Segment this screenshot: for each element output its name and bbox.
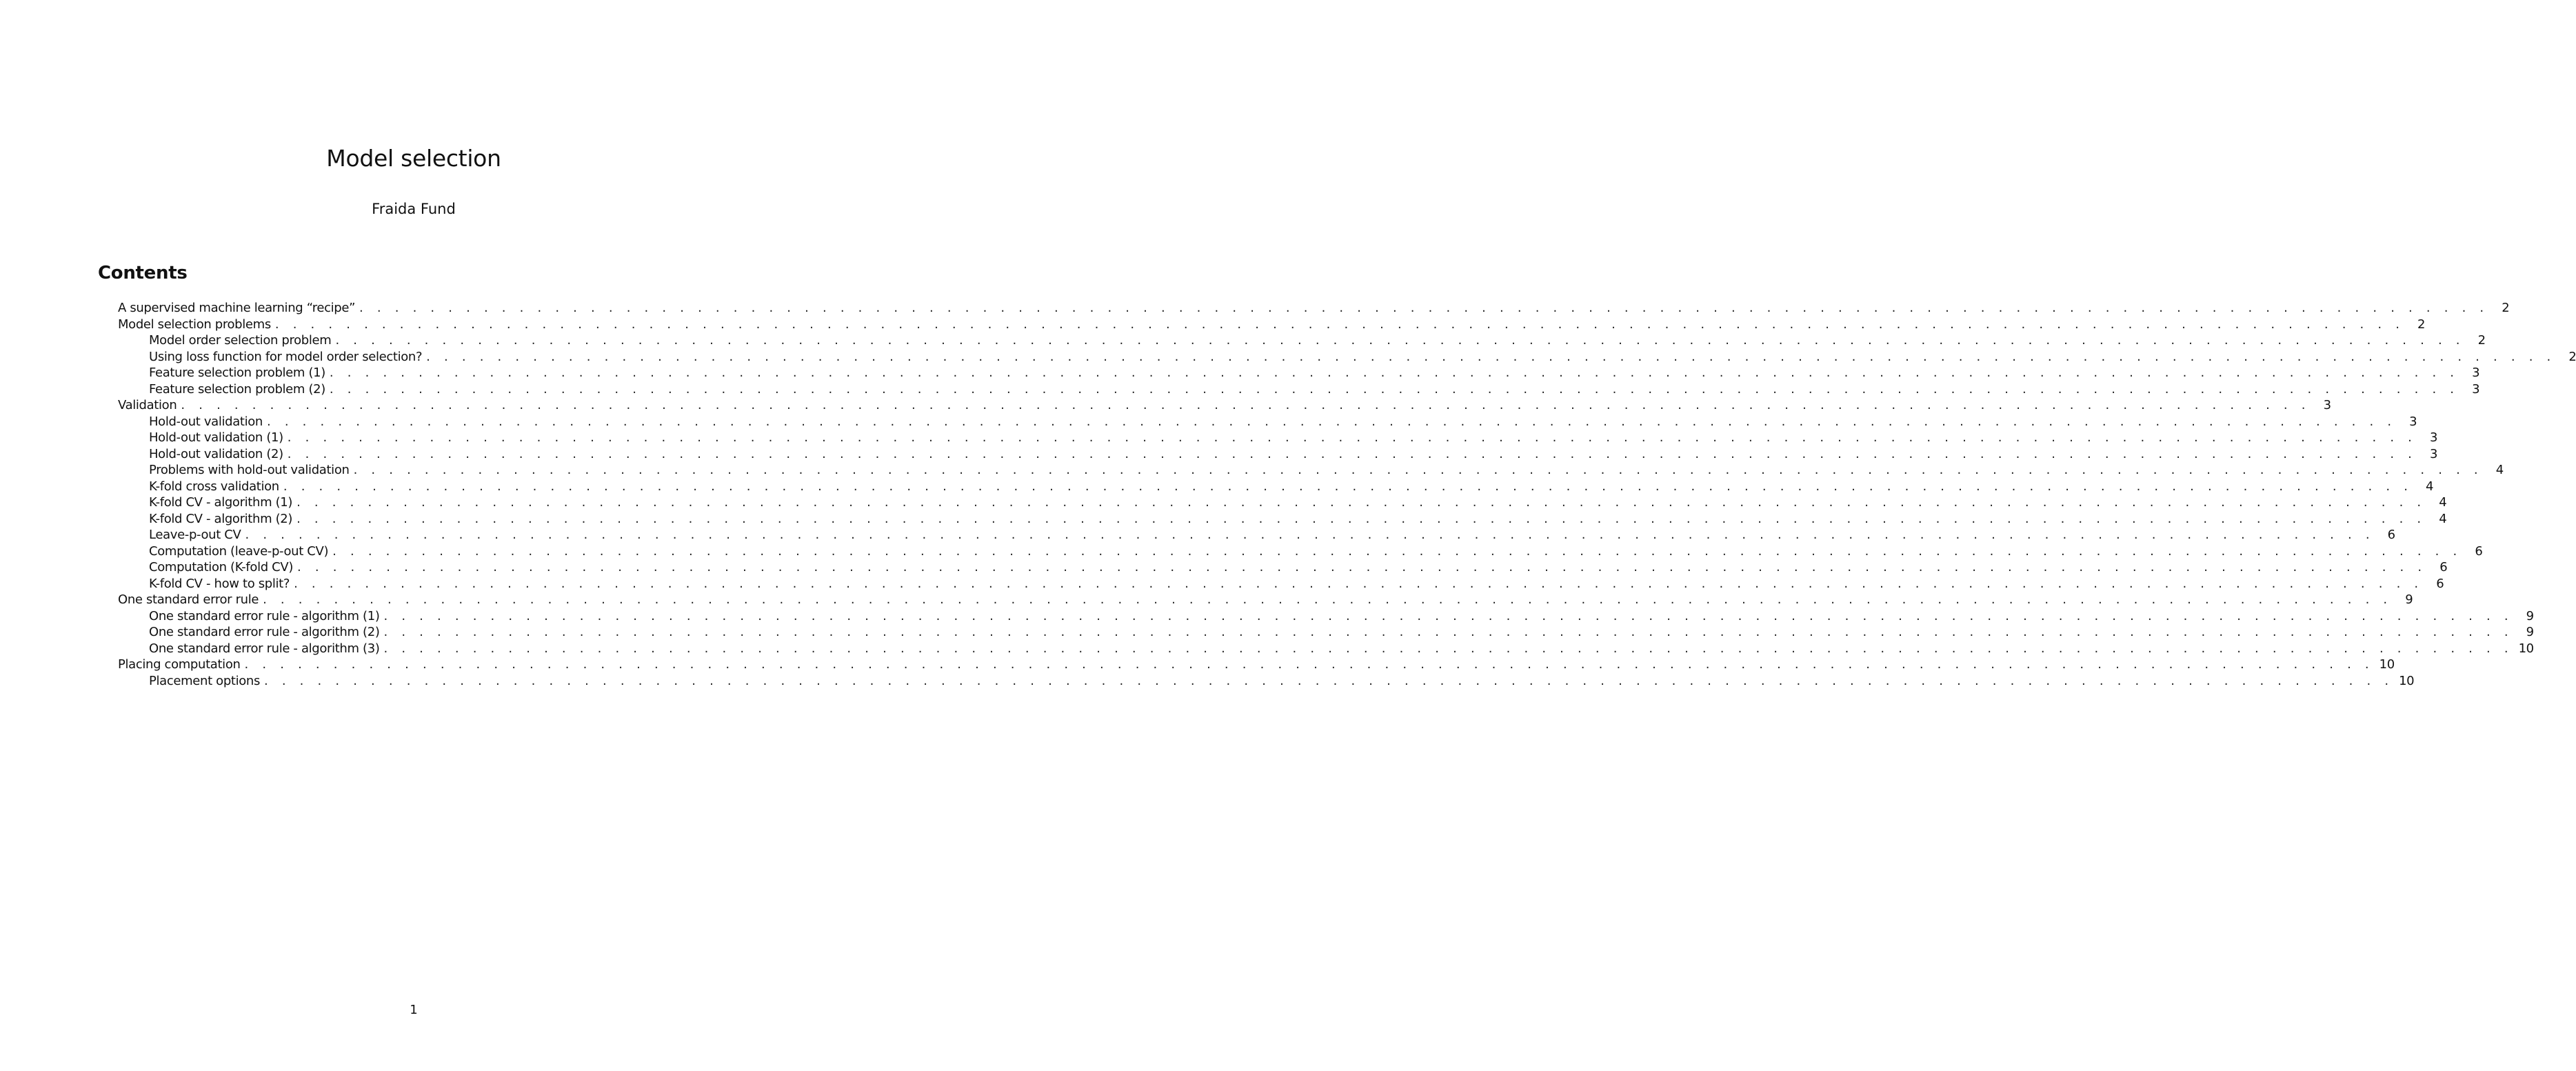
- toc-entry[interactable]: [118, 300, 2510, 317]
- toc-entry-label[interactable]: Placement options: [149, 673, 260, 688]
- toc-entry-page: 3: [2472, 381, 2480, 397]
- toc-entry-label[interactable]: One standard error rule - algorithm (2): [149, 625, 380, 639]
- table-of-contents: [118, 300, 2576, 689]
- toc-entry-label[interactable]: Hold-out validation (2): [149, 446, 283, 461]
- toc-entry-page: 3: [2323, 398, 2331, 412]
- toc-entry-page: 6: [2439, 560, 2448, 574]
- toc-entry-page: 6: [2436, 576, 2444, 591]
- toc-entry-page: 6: [2387, 528, 2395, 542]
- toc-dot-leader: . . . . . . . . . . . . . . . . . . . . . . . . . . . . . . . . . . . . . . . . . . . . . . . . . . . . . . . . . . . . . . . . . . . . . . . . . . . . . . . . . . . . . . . . . . . . . . . . . . . . . . . . . . . . . . . . . . . . . . . .: [263, 592, 2393, 607]
- toc-dot-leader: . . . . . . . . . . . . . . . . . . . . . . . . . . . . . . . . . . . . . . . . . . . . . . . . . . . . . . . . . . . . . . . . . . . . . . . . . . . . . . . . . . . . . . . . . . . . . . . . . . . . . . . . . . . . . . . . . . . . . . . .: [383, 625, 2513, 639]
- toc-dot-leader: . . . . . . . . . . . . . . . . . . . . . . . . . . . . . . . . . . . . . . . . . . . . . . . . . . . . . . . . . . . . . . . . . . . . . . . . . . . . . . . . . . . . . . . . . . . . . . . . . . . . . . . . . . . . . . . . . . . . . . . .: [274, 317, 2405, 332]
- toc-entry[interactable]: [118, 494, 2447, 511]
- toc-entry-page: 2: [2477, 333, 2486, 348]
- toc-entry-label[interactable]: K-fold CV - algorithm (1): [149, 495, 293, 510]
- toc-entry[interactable]: [118, 414, 2417, 430]
- toc-entry[interactable]: [118, 381, 2480, 398]
- toc-dot-leader: . . . . . . . . . . . . . . . . . . . . . . . . . . . . . . . . . . . . . . . . . . . . . . . . . . . . . . . . . . . . . . . . . . . . . . . . . . . . . . . . . . . . . . . . . . . . . . . . . . . . . . . . . . . . . . . . . . . . . . . .: [287, 446, 2417, 461]
- toc-entry-label[interactable]: K-fold CV - algorithm (2): [149, 511, 293, 526]
- toc-dot-leader: . . . . . . . . . . . . . . . . . . . . . . . . . . . . . . . . . . . . . . . . . . . . . . . . . . . . . . . . . . . . . . . . . . . . . . . . . . . . . . . . . . . . . . . . . . . . . . . . . . . . . . . . . . . . . . . . . . . . . . . .: [266, 414, 2397, 429]
- toc-entry-page: 9: [2526, 608, 2534, 623]
- toc-entry-page: 2: [2417, 317, 2426, 332]
- toc-entry-page: 6: [2475, 543, 2483, 559]
- toc-entry-label[interactable]: One standard error rule - algorithm (1): [149, 608, 380, 623]
- toc-entry[interactable]: [118, 479, 2434, 495]
- toc-entry-label[interactable]: Problems with hold-out validation: [149, 463, 350, 477]
- toc-entry[interactable]: [118, 543, 2483, 560]
- toc-entry-page: 4: [2439, 495, 2447, 510]
- toc-dot-leader: . . . . . . . . . . . . . . . . . . . . . . . . . . . . . . . . . . . . . . . . . . . . . . . . . . . . . . . . . . . . . . . . . . . . . . . . . . . . . . . . . . . . . . . . . . . . . . . . . . . . . . . . . . . . . . . . . . . . . . . .: [383, 608, 2513, 623]
- toc-entry[interactable]: [118, 365, 2480, 381]
- toc-dot-leader: . . . . . . . . . . . . . . . . . . . . . . . . . . . . . . . . . . . . . . . . . . . . . . . . . . . . . . . . . . . . . . . . . . . . . . . . . . . . . . . . . . . . . . . . . . . . . . . . . . . . . . . . . . . . . . . . . . . . . . . .: [287, 430, 2417, 445]
- toc-entry[interactable]: [118, 430, 2438, 446]
- toc-entry[interactable]: [118, 608, 2534, 625]
- toc-dot-leader: . . . . . . . . . . . . . . . . . . . . . . . . . . . . . . . . . . . . . . . . . . . . . . . . . . . . . . . . . . . . . . . . . . . . . . . . . . . . . . . . . . . . . . . . . . . . . . . . . . . . . . . . . . . . . . . . . . . . . . . .: [329, 366, 2459, 380]
- toc-entry-page: 3: [2409, 414, 2417, 429]
- toc-dot-leader: . . . . . . . . . . . . . . . . . . . . . . . . . . . . . . . . . . . . . . . . . . . . . . . . . . . . . . . . . . . . . . . . . . . . . . . . . . . . . . . . . . . . . . . . . . . . . . . . . . . . . . . . . . . . . . . . . . . . . . . .: [383, 641, 2513, 656]
- toc-dot-leader: . . . . . . . . . . . . . . . . . . . . . . . . . . . . . . . . . . . . . . . . . . . . . . . . . . . . . . . . . . . . . . . . . . . . . . . . . . . . . . . . . . . . . . . . . . . . . . . . . . . . . . . . . . . . . . . . . . . . . . . .: [332, 543, 2462, 559]
- toc-dot-leader: . . . . . . . . . . . . . . . . . . . . . . . . . . . . . . . . . . . . . . . . . . . . . . . . . . . . . . . . . . . . . . . . . . . . . . . . . . . . . . . . . . . . . . . . . . . . . . . . . . . . . . . . . . . . . . . . . . . . . . . .: [244, 657, 2374, 672]
- toc-entry-label[interactable]: Model selection problems: [118, 317, 271, 332]
- toc-entry-label[interactable]: One standard error rule - algorithm (3): [149, 641, 380, 656]
- toc-dot-leader: . . . . . . . . . . . . . . . . . . . . . . . . . . . . . . . . . . . . . . . . . . . . . . . . . . . . . . . . . . . . . . . . . . . . . . . . . . . . . . . . . . . . . . . . . . . . . . . . . . . . . . . . . . . . . . . . . . . . . . . .: [359, 301, 2489, 315]
- toc-entry[interactable]: [118, 462, 2504, 479]
- toc-entry[interactable]: [118, 673, 2415, 690]
- toc-entry-label[interactable]: Placing computation: [118, 657, 241, 672]
- toc-entry-label[interactable]: Computation (K-fold CV): [149, 560, 294, 574]
- toc-entry[interactable]: [118, 317, 2426, 333]
- toc-dot-leader: . . . . . . . . . . . . . . . . . . . . . . . . . . . . . . . . . . . . . . . . . . . . . . . . . . . . . . . . . . . . . . . . . . . . . . . . . . . . . . . . . . . . . . . . . . . . . . . . . . . . . . . . . . . . . . . . . . . . . . . .: [296, 495, 2426, 510]
- toc-entry-page: 10: [2379, 657, 2395, 672]
- toc-entry[interactable]: [118, 397, 2331, 414]
- toc-entry-label[interactable]: Feature selection problem (1): [149, 366, 325, 380]
- toc-dot-leader: . . . . . . . . . . . . . . . . . . . . . . . . . . . . . . . . . . . . . . . . . . . . . . . . . . . . . . . . . . . . . . . . . . . . . . . . . . . . . . . . . . . . . . . . . . . . . . . . . . . . . . . . . . . . . . . . . . . . . . . .: [294, 576, 2424, 591]
- toc-entry-label[interactable]: Hold-out validation (1): [149, 430, 283, 445]
- toc-entry-page: 10: [2518, 641, 2534, 656]
- document-author: Fraida Fund: [372, 201, 456, 217]
- toc-entry-label[interactable]: Hold-out validation: [149, 414, 263, 429]
- toc-entry-page: 2: [2568, 349, 2576, 364]
- toc-entry[interactable]: [118, 641, 2534, 657]
- toc-entry[interactable]: [118, 576, 2444, 592]
- toc-entry-label[interactable]: Using loss function for model order selection?: [149, 349, 423, 364]
- toc-dot-leader: . . . . . . . . . . . . . . . . . . . . . . . . . . . . . . . . . . . . . . . . . . . . . . . . . . . . . . . . . . . . . . . . . . . . . . . . . . . . . . . . . . . . . . . . . . . . . . . . . . . . . . . . . . . . . . . . . . . . . . . .: [329, 381, 2459, 397]
- toc-entry-label[interactable]: Leave-p-out CV: [149, 528, 241, 542]
- toc-entry-label[interactable]: Feature selection problem (2): [149, 381, 325, 397]
- toc-entry[interactable]: [118, 657, 2395, 673]
- toc-entry-label[interactable]: One standard error rule: [118, 592, 259, 607]
- toc-entry-page: 3: [2429, 430, 2438, 445]
- toc-entry-label[interactable]: Computation (leave-p-out CV): [149, 543, 329, 559]
- toc-heading: Contents: [98, 263, 188, 283]
- toc-entry-label[interactable]: Model order selection problem: [149, 333, 332, 348]
- toc-dot-leader: . . . . . . . . . . . . . . . . . . . . . . . . . . . . . . . . . . . . . . . . . . . . . . . . . . . . . . . . . . . . . . . . . . . . . . . . . . . . . . . . . . . . . . . . . . . . . . . . . . . . . . . . . . . . . . . . . . . . . . . .: [264, 673, 2394, 688]
- toc-dot-leader: . . . . . . . . . . . . . . . . . . . . . . . . . . . . . . . . . . . . . . . . . . . . . . . . . . . . . . . . . . . . . . . . . . . . . . . . . . . . . . . . . . . . . . . . . . . . . . . . . . . . . . . . . . . . . . . . . . . . . . . .: [283, 479, 2413, 494]
- toc-entry-page: 4: [2495, 463, 2504, 477]
- toc-entry[interactable]: [118, 349, 2576, 366]
- page-number: 1: [410, 1003, 418, 1017]
- toc-entry-page: 9: [2405, 592, 2413, 607]
- toc-dot-leader: . . . . . . . . . . . . . . . . . . . . . . . . . . . . . . . . . . . . . . . . . . . . . . . . . . . . . . . . . . . . . . . . . . . . . . . . . . . . . . . . . . . . . . . . . . . . . . . . . . . . . . . . . . . . . . . . . . . . . . . .: [335, 333, 2465, 348]
- toc-dot-leader: . . . . . . . . . . . . . . . . . . . . . . . . . . . . . . . . . . . . . . . . . . . . . . . . . . . . . . . . . . . . . . . . . . . . . . . . . . . . . . . . . . . . . . . . . . . . . . . . . . . . . . . . . . . . . . . . . . . . . . . .: [296, 511, 2426, 526]
- toc-entry[interactable]: [118, 511, 2447, 528]
- toc-entry-page: 4: [2439, 511, 2447, 526]
- toc-entry[interactable]: [118, 527, 2395, 543]
- toc-entry[interactable]: [118, 592, 2413, 608]
- document-title: Model selection: [326, 145, 501, 172]
- toc-entry-page: 3: [2472, 366, 2480, 380]
- toc-entry-page: 3: [2429, 446, 2438, 461]
- toc-entry[interactable]: [118, 332, 2486, 349]
- toc-entry[interactable]: [118, 559, 2448, 576]
- toc-entry[interactable]: [118, 624, 2534, 641]
- toc-entry-label[interactable]: Validation: [118, 398, 177, 412]
- toc-dot-leader: . . . . . . . . . . . . . . . . . . . . . . . . . . . . . . . . . . . . . . . . . . . . . . . . . . . . . . . . . . . . . . . . . . . . . . . . . . . . . . . . . . . . . . . . . . . . . . . . . . . . . . . . . . . . . . . . . . . . . . . .: [426, 349, 2556, 364]
- toc-entry-page: 2: [2502, 301, 2510, 315]
- toc-entry[interactable]: [118, 446, 2438, 463]
- toc-entry-label[interactable]: K-fold cross validation: [149, 479, 279, 494]
- toc-dot-leader: . . . . . . . . . . . . . . . . . . . . . . . . . . . . . . . . . . . . . . . . . . . . . . . . . . . . . . . . . . . . . . . . . . . . . . . . . . . . . . . . . . . . . . . . . . . . . . . . . . . . . . . . . . . . . . . . . . . . . . . .: [297, 560, 2427, 574]
- toc-entry-label[interactable]: K-fold CV - how to split?: [149, 576, 290, 591]
- toc-entry-label[interactable]: A supervised machine learning “recipe”: [118, 301, 356, 315]
- toc-dot-leader: . . . . . . . . . . . . . . . . . . . . . . . . . . . . . . . . . . . . . . . . . . . . . . . . . . . . . . . . . . . . . . . . . . . . . . . . . . . . . . . . . . . . . . . . . . . . . . . . . . . . . . . . . . . . . . . . . . . . . . . .: [245, 528, 2375, 542]
- toc-entry-page: 10: [2399, 673, 2415, 688]
- toc-dot-leader: . . . . . . . . . . . . . . . . . . . . . . . . . . . . . . . . . . . . . . . . . . . . . . . . . . . . . . . . . . . . . . . . . . . . . . . . . . . . . . . . . . . . . . . . . . . . . . . . . . . . . . . . . . . . . . . . . . . . . . . .: [181, 398, 2311, 412]
- toc-entry-page: 9: [2526, 625, 2534, 639]
- toc-dot-leader: . . . . . . . . . . . . . . . . . . . . . . . . . . . . . . . . . . . . . . . . . . . . . . . . . . . . . . . . . . . . . . . . . . . . . . . . . . . . . . . . . . . . . . . . . . . . . . . . . . . . . . . . . . . . . . . . . . . . . . . .: [353, 463, 2483, 477]
- toc-entry-page: 4: [2426, 479, 2434, 494]
